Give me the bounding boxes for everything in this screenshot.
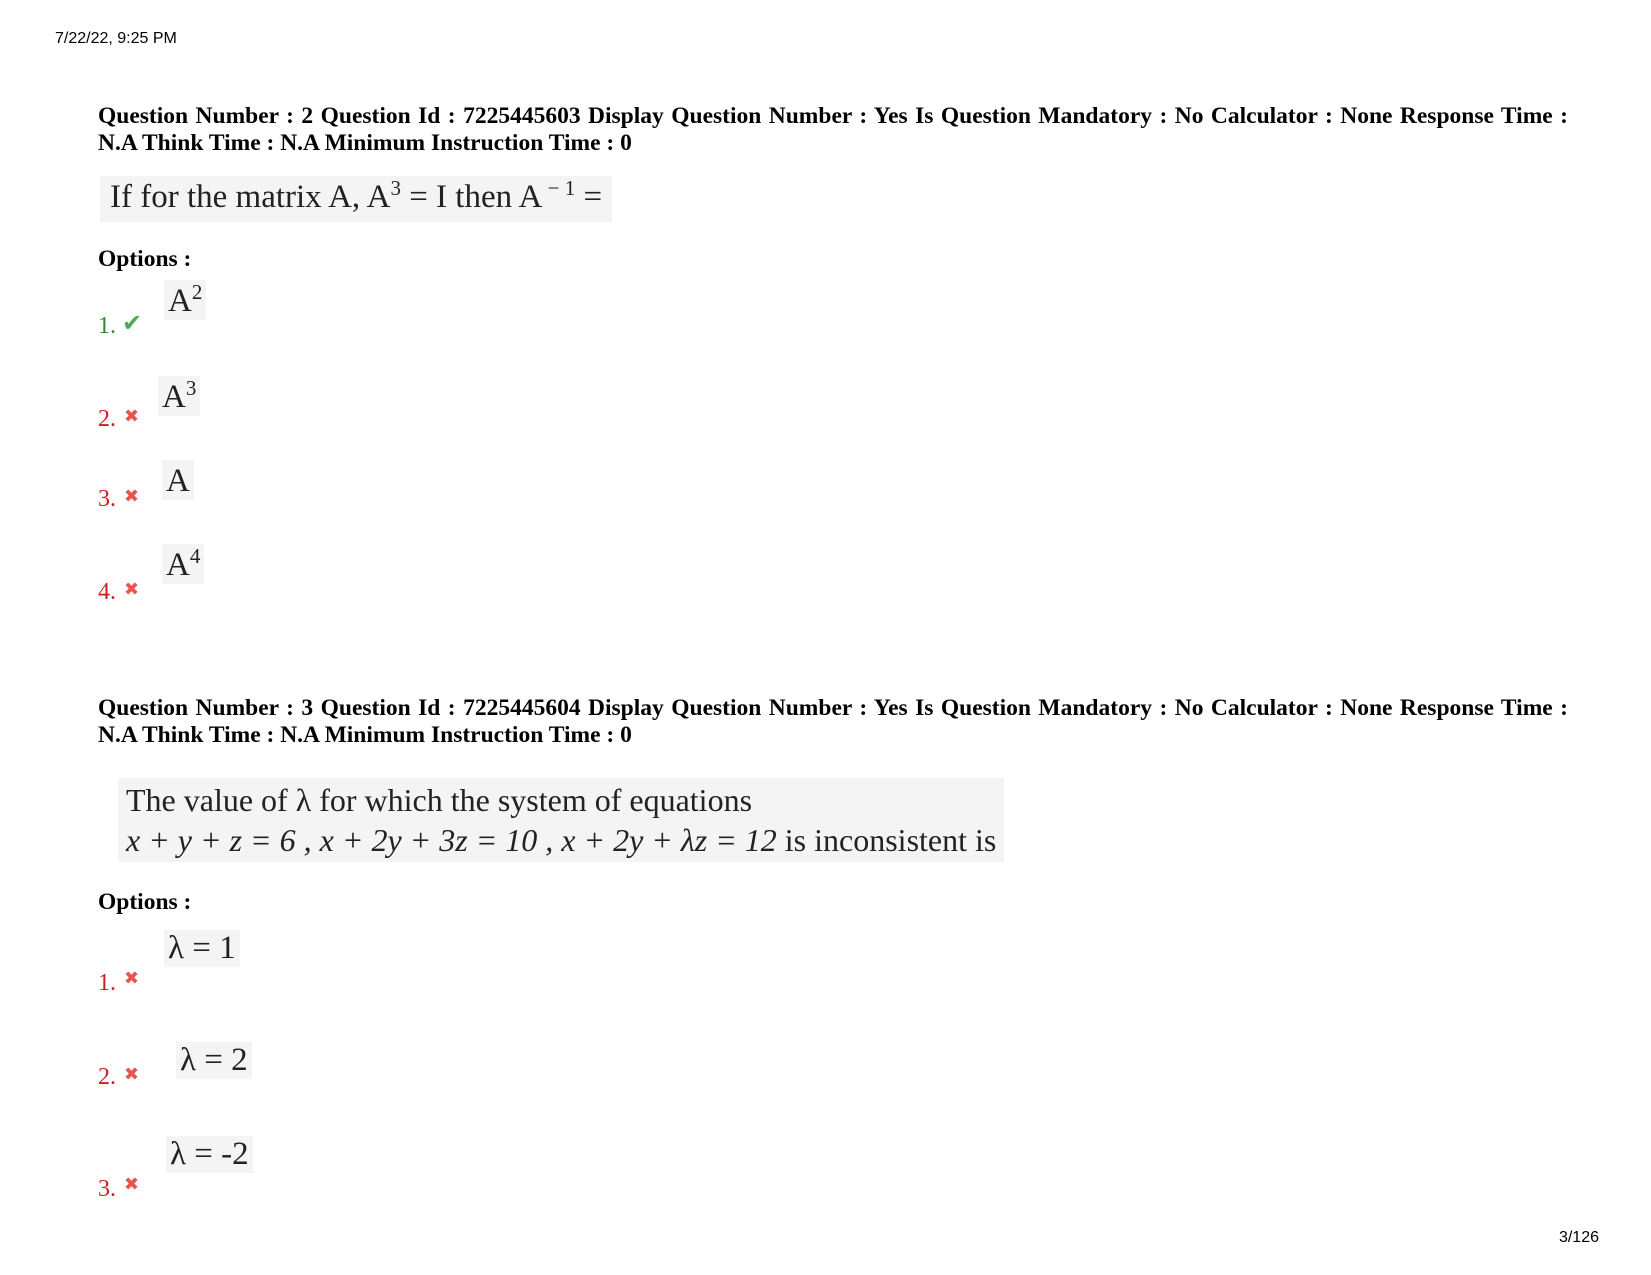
question-2-options-label: Options : (98, 246, 192, 272)
option-answer: A (162, 460, 194, 500)
question-3-metadata: Question Number : 3 Question Id : 7225445604 Display Question Number : Yes Is Question Mandatory : No Calculator : None Response Time : N.A Think Time : N.A Minimum Instruction Time : 0 (98, 695, 1568, 748)
option-number: 3. (98, 1176, 116, 1202)
option-answer: λ = -2 (166, 1136, 253, 1173)
question-3-options-label: Options : (98, 889, 192, 915)
option-number: 3. (98, 486, 116, 512)
option-answer: λ = 2 (176, 1042, 252, 1079)
option-number: 2. (98, 406, 116, 432)
cross-icon: ✖ (124, 486, 140, 506)
option-answer: $A^4$ (162, 544, 204, 584)
cross-icon: ✖ (124, 579, 140, 599)
option-answer: $A^3$ (158, 376, 200, 416)
question-3-stem-line-2: x + y + z = 6 , x + 2y + 3z = 10 , x + 2y + λz = 12 is inconsistent is (126, 822, 997, 858)
print-timestamp: 7/22/22, 9:25 PM (55, 30, 177, 47)
question-3-stem (118, 778, 1004, 862)
question-2-metadata: Question Number : 2 Question Id : 7225445603 Display Question Number : Yes Is Question Mandatory : No Calculator : None Response Time : N.A Think Time : N.A Minimum Instruction Time : 0 (98, 103, 1568, 156)
option-answer: λ = 1 (164, 930, 240, 967)
option-number: 4. (98, 579, 116, 605)
cross-icon: ✖ (124, 1174, 140, 1194)
option-number: 1. (98, 313, 116, 339)
option-answer: $A^2$ (164, 280, 206, 320)
question-3-stem-line-1: The value of λ for which the system of equations (126, 782, 753, 818)
option-number: 1. (98, 970, 116, 996)
page-number: 3/126 (1558, 1229, 1599, 1246)
question-2-stem: If for the matrix A, $A^3 = I$ then A $^{- 1}$ = (100, 176, 612, 222)
option-number: 2. (98, 1064, 116, 1090)
check-icon: ✔ (122, 311, 143, 337)
cross-icon: ✖ (124, 406, 140, 426)
cross-icon: ✖ (124, 968, 140, 988)
cross-icon: ✖ (124, 1064, 140, 1084)
